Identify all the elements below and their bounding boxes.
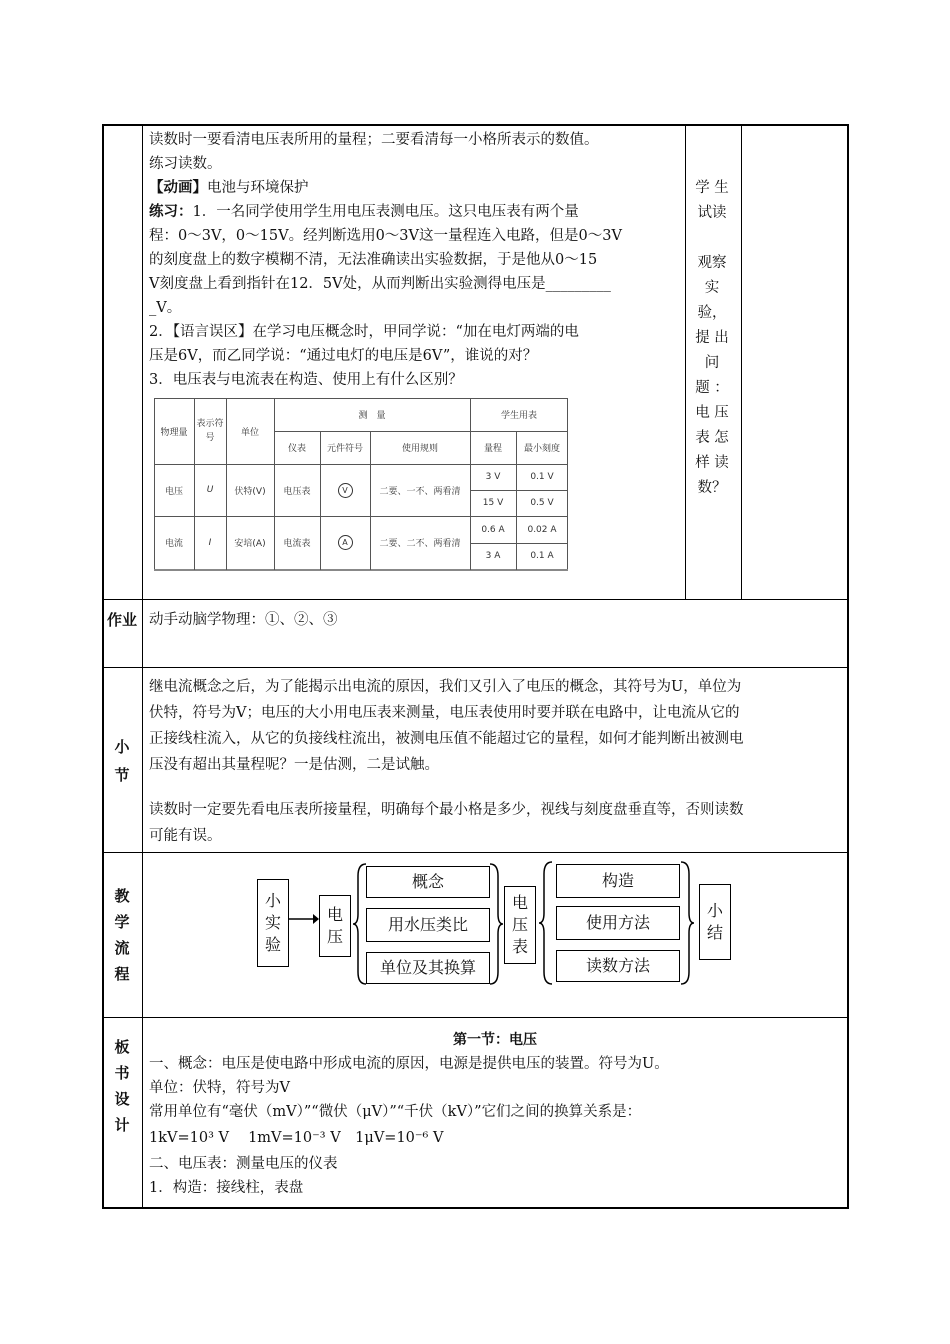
side-note: 电 压 (695, 405, 729, 421)
th-rule: 使用规则 (401, 444, 438, 454)
table-border-bottom (102, 1207, 849, 1209)
cell-symbol: U (206, 485, 214, 495)
cell-min-div: 0.02 A (527, 524, 557, 535)
text-line: 压是6V，而乙同学说：“通过电灯的电压是6V”，谁说的对？ (149, 348, 538, 364)
voltmeter-symbol: V (338, 483, 353, 498)
ammeter-symbol-icon (320, 516, 370, 569)
text-line: 二、电压表：测量电压的仪表 (149, 1156, 338, 1172)
row-divider-2 (102, 667, 849, 668)
text-line: 2．【语言误区】在学习电压概念时，甲同学说：“加在电灯两端的电 (149, 324, 579, 340)
text-line: 读数时一要看清电压表所用的量程；二要看清每一小格所表示的数值。 (149, 132, 599, 148)
board-label: 板书设计 (114, 1038, 130, 1134)
text-line: 读数时一定要先看电压表所接量程，明确每个最小格是多少，视线与刻度盘垂直等，否则读数 (149, 802, 744, 818)
row-divider-1 (102, 599, 849, 600)
table-border-top (102, 124, 849, 126)
th-min-div: 最小刻度 (523, 444, 560, 454)
text-line: V刻度盘上看到指针在12．5V处，从而判断出实验测得电压是_________ (149, 276, 611, 292)
flow-item-box: 用水压类比 (366, 908, 490, 942)
right-brace-icon (488, 862, 504, 986)
side-note: 实 (704, 280, 720, 296)
cell-quantity: 电流 (164, 539, 183, 549)
text-line: 单位：伏特，符号为V (149, 1080, 290, 1096)
flow-item-box: 读数方法 (556, 950, 680, 982)
side-note: 表 怎 (695, 430, 729, 446)
th-component: 元件符号 (326, 444, 363, 454)
th-instrument: 仪表 (287, 444, 306, 454)
cell-range: 15 V (482, 498, 504, 508)
exercise-tag: 练习： (149, 203, 193, 220)
board-title: 第一节：电压 (453, 1032, 537, 1048)
row-divider-4 (102, 1017, 849, 1018)
th-measure: 测 量 (358, 411, 386, 421)
homework-label: 作业 (106, 611, 137, 629)
side-column-divider (685, 124, 686, 599)
animation-line (149, 176, 309, 200)
flow-item-box: 概念 (366, 866, 490, 898)
side-note: 问 (704, 355, 720, 371)
cell-range: 3 A (485, 551, 501, 561)
flow-end-box: 小结 (699, 884, 731, 960)
side-note: 题 ： (695, 380, 729, 396)
cell-quantity: 电压 (164, 486, 183, 497)
th-unit: 单位 (240, 427, 259, 438)
text-line: 3．电压表与电流表在构造、使用上有什么区别？ (149, 372, 463, 388)
text-line: 继电流概念之后，为了能揭示出电流的原因，我们又引入了电压的概念，其符号为U，单位为 (149, 679, 742, 695)
flow-start-box: 小实验 (257, 879, 289, 967)
side-note: 观察 (697, 255, 727, 271)
cell-symbol: I (208, 537, 212, 548)
text-line: 伏特，符号为V；电压的大小用电压表来测量，电压表使用时要并联在电路中，让电流从它的 (149, 705, 740, 721)
exercise-text: 1．一名同学使用学生用电压表测电压。这只电压表有两个量 (192, 204, 579, 220)
flow-voltage-box: 电压 (319, 895, 351, 957)
homework-text: 动手动脑学物理：①、②、③ (149, 612, 338, 628)
flow-item-box: 单位及其换算 (366, 952, 490, 984)
text-line: 压没有超出其量程呢？一是估测，二是试触。 (149, 757, 439, 773)
th-student-meter: 学生用表 (500, 411, 537, 421)
cell-unit: 伏特(V) (234, 486, 266, 497)
cell-min-div: 0.1 A (530, 551, 554, 561)
animation-tag: 【动画】 (149, 179, 207, 196)
left-brace-icon (538, 860, 554, 986)
side-note: 提 出 (695, 330, 729, 346)
cell-unit: 安培(A) (234, 539, 266, 549)
text-line: 的刻度盘上的数字模糊不清，无法准确读出实验数据，于是他从0～15 (149, 252, 598, 268)
arrow-icon (289, 912, 319, 926)
cell-range: 3 V (485, 472, 501, 482)
text-line: 练习读数。 (149, 156, 222, 172)
flow-item-box: 构造 (556, 864, 680, 898)
ammeter-symbol: A (338, 535, 353, 550)
voltmeter-symbol-icon (320, 464, 370, 516)
text-line: 1．构造：接线柱，表盘 (149, 1180, 304, 1196)
side-note: 学 生 (695, 180, 729, 196)
cell-range: 0.6 A (481, 524, 505, 535)
th-range: 量程 (483, 444, 502, 454)
cell-min-div: 0.1 V (530, 472, 554, 482)
text-line: _V。 (149, 300, 182, 316)
side-note: 数？ (697, 480, 727, 496)
cell-instrument: 电压表 (283, 486, 311, 497)
grid-line (154, 569, 568, 571)
flow-item-box: 使用方法 (556, 906, 680, 940)
side-column-divider-2 (741, 124, 742, 599)
side-note: 样 读 (695, 455, 729, 471)
cell-min-div: 0.5 V (530, 498, 554, 508)
side-note: 验， (697, 305, 727, 321)
cell-rule: 二要、二不、两看清 (379, 539, 461, 549)
flow-meter-box: 电压表 (504, 886, 536, 964)
animation-text: 电池与环境保护 (207, 180, 309, 196)
cell-instrument: 电流表 (283, 539, 311, 549)
row-divider-3 (102, 852, 849, 853)
text-line: 可能有误。 (149, 828, 222, 844)
text-line: 正接线柱流入，从它的负接线柱流出，被测电压值不能超过它的量程，如何才能判断出被测电 (149, 731, 744, 747)
text-line: 程：0～3V，0～15V。经判断选用0～3V这一量程连入电路，但是0～3V (149, 228, 622, 244)
comparison-table (154, 398, 568, 570)
flow-label: 教学流程 (114, 887, 130, 983)
th-quantity: 物理量 (160, 427, 188, 438)
text-line: 常用单位有“毫伏（mV）”“微伏（μV）”“千伏（kV）”它们之间的换算关系是： (149, 1104, 642, 1120)
side-note: 试读 (697, 205, 727, 221)
summary-label: 小节 (114, 738, 130, 784)
text-line: 一、概念：电压是使电路中形成电流的原因，电源是提供电压的装置。符号为U。 (149, 1056, 669, 1072)
th-symbol: 表示符号 (196, 419, 224, 443)
text-line: 1kV=10³ V 1mV=10⁻³ V 1μV=10⁻⁶ V (149, 1130, 444, 1146)
exercise-line (149, 200, 579, 224)
cell-rule: 二要、一不、两看清 (379, 486, 461, 497)
right-brace-icon (679, 860, 695, 986)
